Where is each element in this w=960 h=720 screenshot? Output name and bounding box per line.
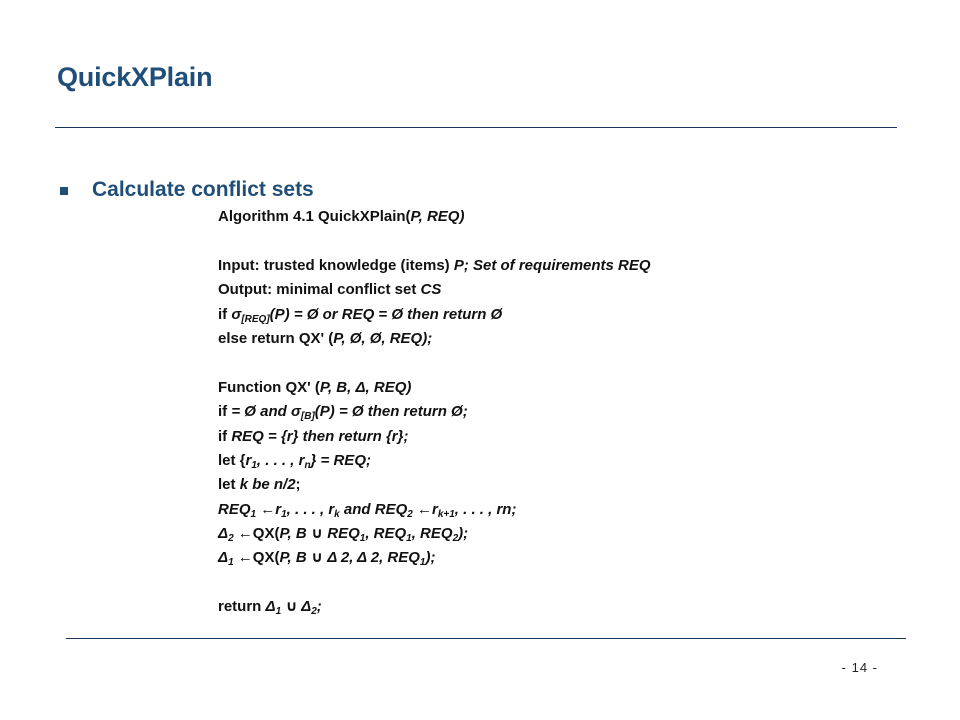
algorithm-header: Algorithm 4.1 QuickXPlain(P, REQ) bbox=[218, 208, 465, 225]
algorithm-if-line: if $\sigma_{[REQ]}(P)$ = Ø or REQ = Ø then return Ø bbox=[218, 305, 503, 325]
title-divider bbox=[55, 127, 897, 128]
blank-line bbox=[218, 229, 651, 253]
function-delta2: $\Delta_2$ ←QX(P, B ∪ $REQ_1$, $REQ_1$, $REQ_2$); bbox=[218, 525, 469, 545]
function-header: Function QX' (P, B, Δ, REQ) bbox=[218, 378, 412, 396]
footer-divider bbox=[66, 638, 906, 639]
algorithm-output: Output: minimal conflict set CS bbox=[218, 281, 442, 299]
function-let-k: let k be n/2; bbox=[218, 476, 301, 494]
function-split-req: $REQ_1$ $\leftarrow r_1$, . . . , $r_k$ and $REQ_2$ $\leftarrow r_{k+1}$, . . . , rn; bbox=[218, 500, 517, 520]
function-if-empty: if = Ø and $\sigma_{[B]}(P)$ = Ø then return Ø; bbox=[218, 403, 468, 423]
blank-line bbox=[218, 351, 651, 375]
algorithm-block bbox=[218, 205, 651, 620]
function-delta1: $\Delta_1$ ←QX(P, B ∪ Δ 2, Δ 2, $REQ_1$); bbox=[218, 549, 436, 569]
page-number: - 14 - bbox=[841, 660, 878, 675]
square-bullet-icon bbox=[60, 187, 68, 195]
blank-line bbox=[218, 571, 651, 595]
slide-title: QuickXPlain bbox=[57, 62, 213, 92]
bullet-text: Calculate conflict sets bbox=[92, 178, 314, 201]
bullet-item bbox=[60, 178, 314, 202]
function-return: return $\Delta_1$ ∪ $\Delta_2$; bbox=[218, 598, 322, 618]
function-let-req: let {$r_1$, . . . , $r_n$} = REQ; bbox=[218, 451, 371, 471]
algorithm-input: Input: trusted knowledge (items) P; Set of requirements REQ bbox=[218, 256, 651, 274]
algorithm-else-line: else return QX' (P, Ø, Ø, REQ); bbox=[218, 329, 433, 347]
function-if-single: if REQ = {r} then return {r}; bbox=[218, 427, 409, 445]
